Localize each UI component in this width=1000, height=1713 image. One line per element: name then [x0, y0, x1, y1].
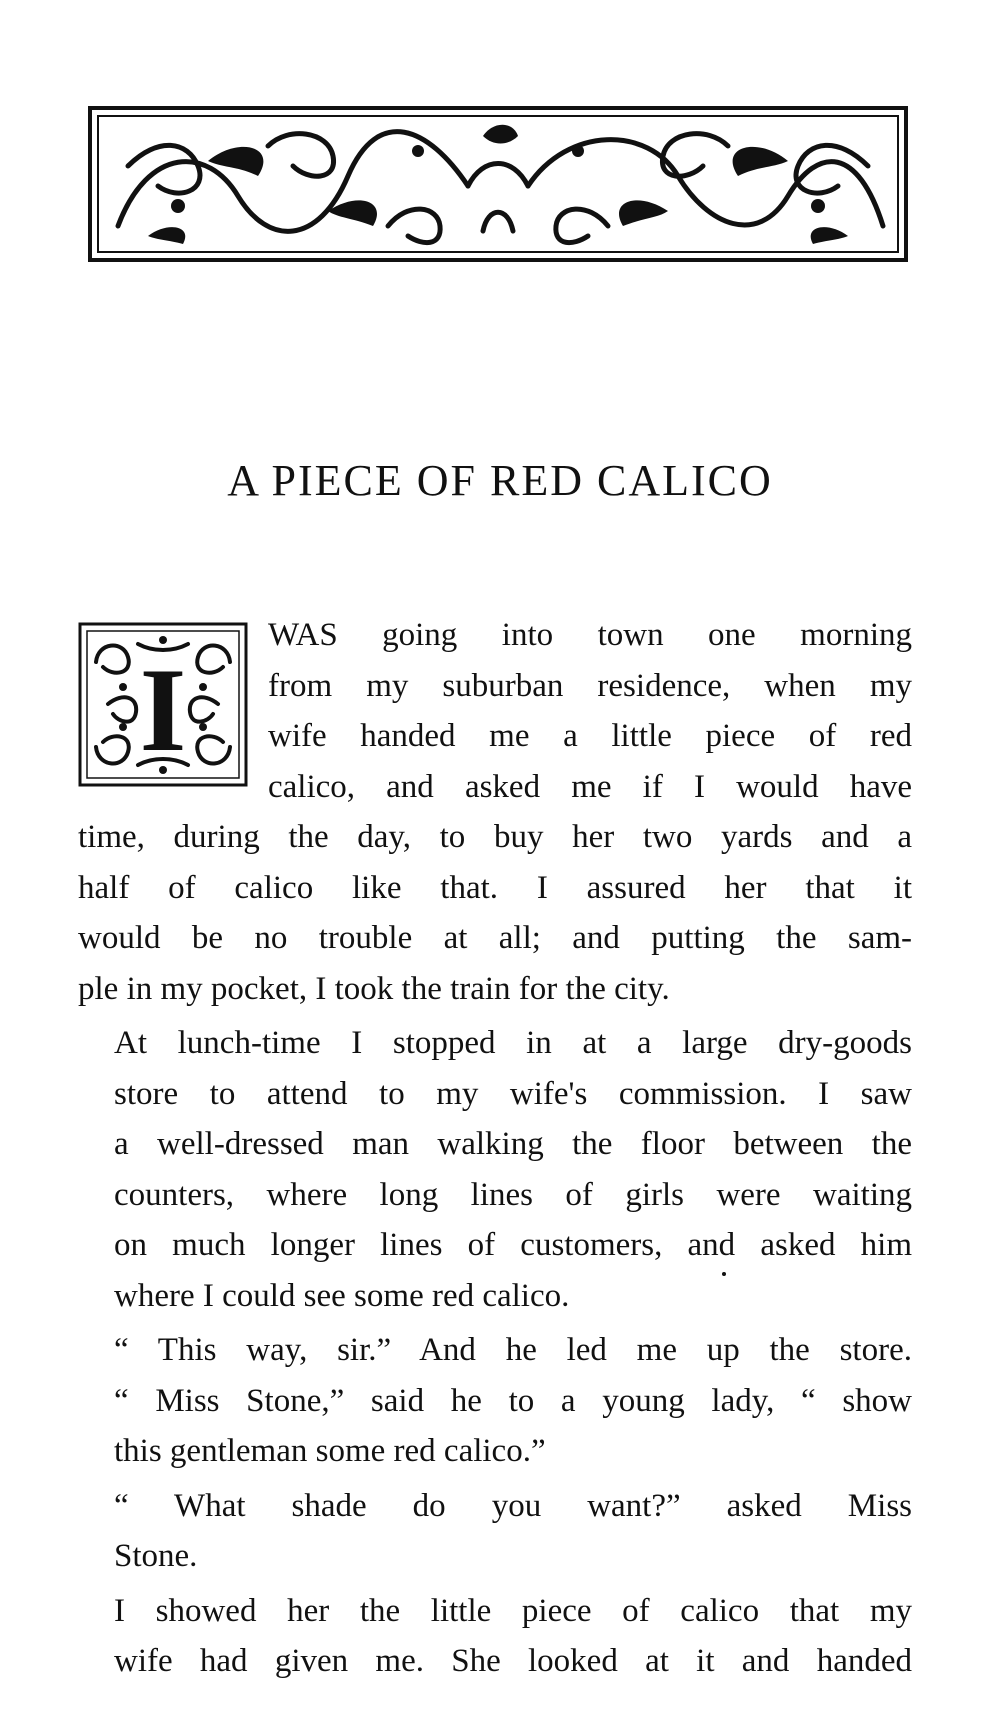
- paragraph-5: [78, 1586, 912, 1687]
- text-line: a well-dressed man walking the floor between the: [114, 1126, 912, 1162]
- paragraph-2: [78, 1018, 912, 1321]
- text-line: store to attend to my wife's commission. I saw: [114, 1075, 912, 1112]
- text-line: half of calico like that. I assured her that it: [78, 869, 912, 906]
- drop-cap-letter: I: [139, 643, 187, 776]
- chapter-title: A PIECE OF RED CALICO: [227, 456, 773, 505]
- text-line: “ This way, sir.” And he led me up the store.: [114, 1332, 912, 1368]
- text-line: this gentleman some red calico.”: [114, 1433, 546, 1469]
- text-line: calico, and asked me if I would have: [268, 768, 912, 805]
- text-line: “ What shade do you want?” asked Miss: [114, 1487, 912, 1524]
- paragraph-3: [78, 1325, 912, 1477]
- stray-ink-dot: [722, 1272, 726, 1276]
- text-line: At lunch-time I stopped in at a large dry-goods: [114, 1025, 912, 1061]
- drop-cap-initial: [78, 622, 248, 787]
- ornamental-headpiece: [88, 106, 908, 262]
- paragraph-4: [78, 1481, 912, 1582]
- text-line: where I could see some red calico.: [114, 1277, 570, 1314]
- text-line: would be no trouble at all; and putting the sam-: [78, 920, 912, 956]
- text-line: on much longer lines of customers, and asked him: [114, 1227, 912, 1263]
- text-line: ple in my pocket, I took the train for the city.: [78, 970, 670, 1007]
- text-line: time, during the day, to buy her two yards and a: [78, 819, 912, 855]
- text-line: I showed her the little piece of calico that my: [114, 1592, 912, 1629]
- text-line: from my suburban residence, when my: [268, 667, 912, 704]
- text-line: WAS going into town one morning: [268, 617, 912, 653]
- text-line: wife had given me. She looked at it and handed: [114, 1643, 912, 1679]
- text-line: wife handed me a little piece of red: [268, 718, 912, 754]
- text-line: counters, where long lines of girls were waiting: [114, 1176, 912, 1213]
- text-line: Stone.: [114, 1538, 198, 1574]
- body-text: [78, 610, 912, 1691]
- text-line: “ Miss Stone,” said he to a young lady, “ show: [114, 1382, 912, 1419]
